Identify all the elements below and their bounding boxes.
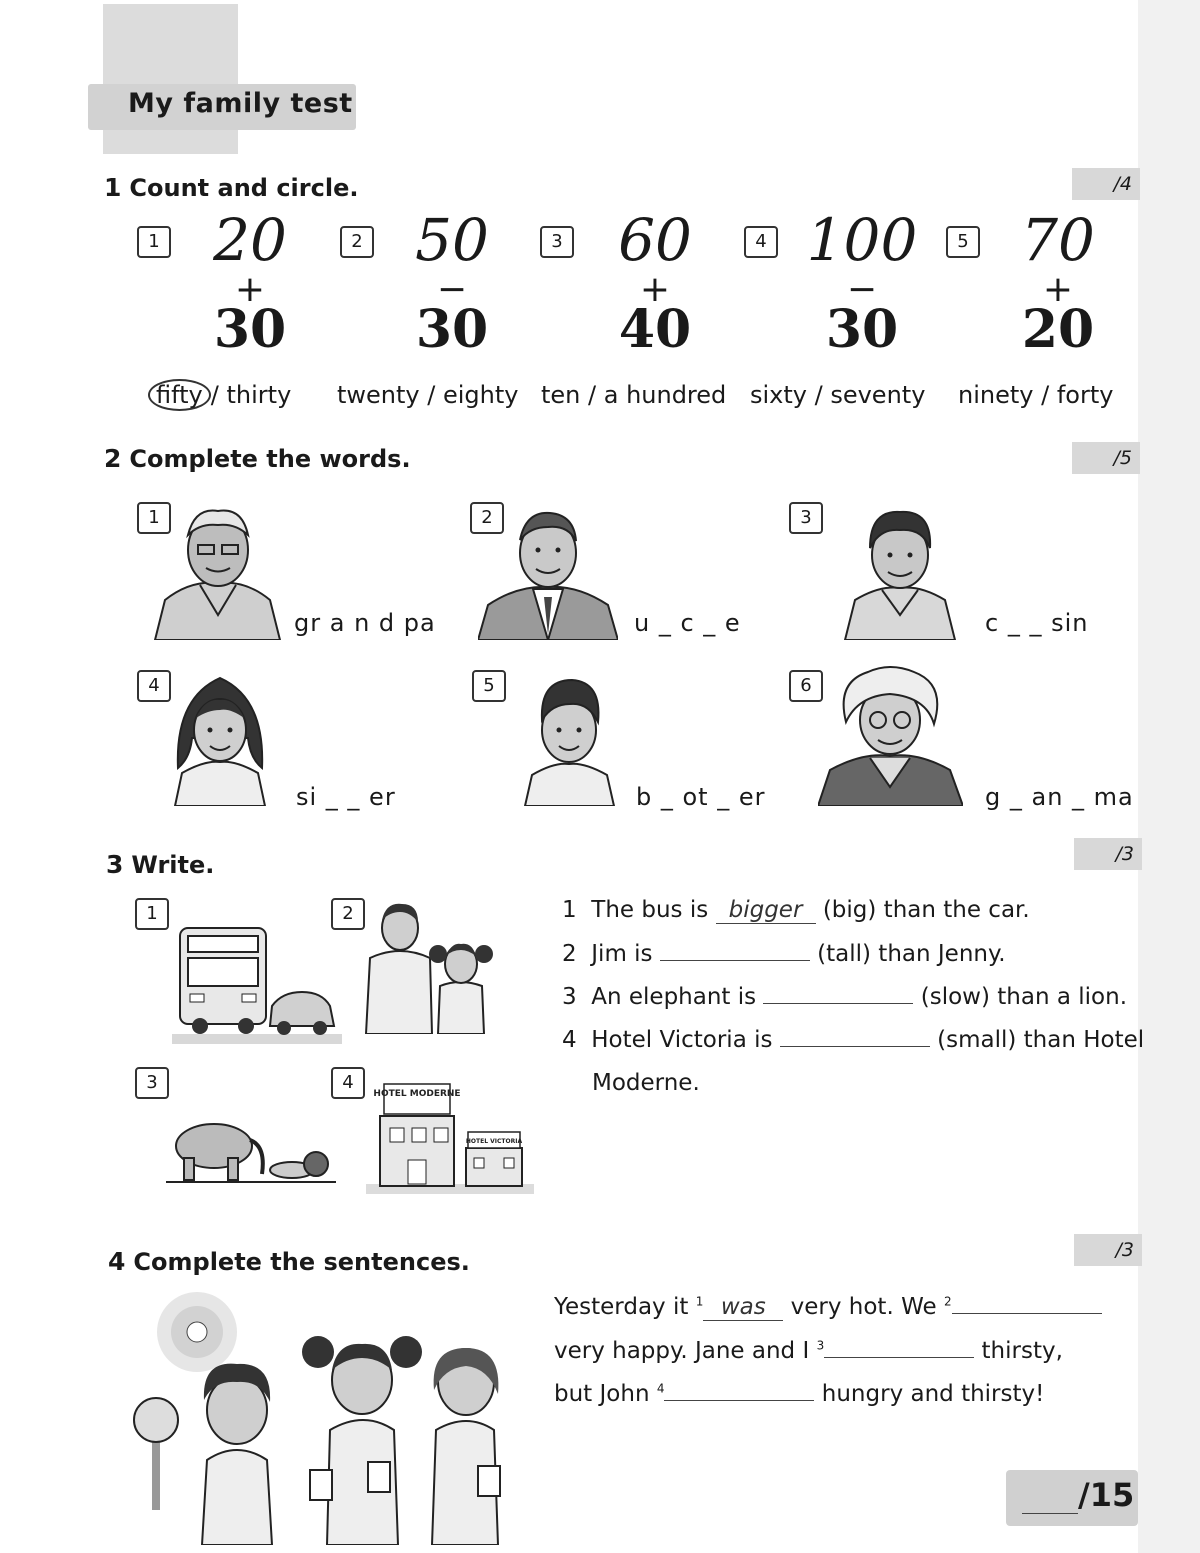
total-score-blank[interactable] [1022, 1485, 1078, 1514]
item-number-box: 5 [946, 226, 980, 258]
header-tab-background [103, 4, 238, 154]
section4-heading [108, 1247, 470, 1276]
jim-and-jenny-illustration [360, 898, 502, 1034]
word-cousin: c _ _ sin [985, 609, 1089, 637]
section2-number: 2 [104, 444, 122, 473]
sentence-4-continued: Moderne. [592, 1070, 700, 1096]
paragraph-line-3: but John $^4$ hungry and thirsty! [554, 1381, 1045, 1407]
section2-score: /5 [1072, 442, 1140, 474]
math-bottom-number: 20 [1021, 299, 1095, 360]
answer-blank-2[interactable] [660, 940, 810, 961]
item-number-box: 1 [137, 502, 171, 534]
circled-answer: fifty [148, 379, 211, 411]
choice-pair-3[interactable]: ten / a hundred [541, 381, 727, 409]
math-bottom-number: 30 [825, 299, 899, 360]
section1-number: 1 [104, 173, 122, 202]
word-brother: b _ ot _ er [636, 783, 766, 811]
uncle-illustration [478, 505, 618, 640]
section3-title: Write. [131, 851, 215, 879]
item-number-box: 2 [340, 226, 374, 258]
total-score: /15 [1022, 1476, 1134, 1514]
item-number-box: 1 [137, 226, 171, 258]
item-number-box: 2 [470, 502, 504, 534]
math-bottom-number: 30 [213, 299, 287, 360]
math-top-number: 70 [1021, 206, 1095, 274]
hotels-illustration [366, 1076, 534, 1194]
picture-number-box: 2 [331, 898, 365, 930]
sentence-4: 4 Hotel Victoria is (small) than Hotel [562, 1027, 1145, 1053]
math-top-number: 20 [213, 206, 287, 274]
sentence-3: 3 An elephant is (slow) than a lion. [562, 984, 1128, 1010]
math-operator: − [846, 269, 878, 310]
item-number-box: 4 [744, 226, 778, 258]
math-top-number: 50 [415, 206, 489, 274]
math-top-number: 100 [806, 206, 918, 274]
word-sister: si _ _ er [296, 783, 396, 811]
bus-and-car-illustration [172, 922, 344, 1044]
section2-title: Complete the words. [129, 445, 411, 473]
choice-pair-4[interactable]: sixty / seventy [750, 381, 926, 409]
hotel-moderne-sign: HOTEL MODERNE [373, 1089, 461, 1099]
section1-title: Count and circle. [129, 174, 359, 202]
item-number-box: 6 [789, 670, 823, 702]
math-bottom-number: 30 [415, 299, 489, 360]
item-number-box: 4 [137, 670, 171, 702]
picture-number-box: 3 [135, 1067, 169, 1099]
paragraph-line-2: very happy. Jane and I $^3$ thirsty, [554, 1338, 1063, 1364]
sentence-2: 2 Jim is (tall) than Jenny. [562, 941, 1006, 967]
section1-score: /4 [1072, 168, 1140, 200]
section4-score: /3 [1074, 1234, 1142, 1266]
answer-blank-4[interactable] [780, 1026, 930, 1047]
paragraph-blank-3[interactable] [824, 1337, 974, 1358]
children-drinking-illustration [132, 1290, 532, 1545]
section4-title: Complete the sentences. [133, 1248, 470, 1276]
choice-pair-1[interactable]: fifty / thirty [148, 381, 291, 409]
math-operator: − [436, 269, 468, 310]
word-grandpa: gr a n d pa [294, 609, 436, 637]
math-operator: + [234, 269, 266, 310]
sentence-1: 1 The bus is bigger (big) than the car. [562, 897, 1030, 923]
section3-number: 3 [106, 850, 124, 879]
item-number-box: 3 [540, 226, 574, 258]
choice-pair-2[interactable]: twenty / eighty [337, 381, 519, 409]
choice-pair-5[interactable]: ninety / forty [958, 381, 1114, 409]
grandpa-illustration [150, 505, 285, 640]
page-edge-strip [1138, 0, 1200, 1553]
paragraph-blank-2[interactable] [952, 1293, 1102, 1314]
section2-heading [104, 444, 411, 473]
math-operator: + [639, 269, 671, 310]
section1-heading [104, 173, 358, 202]
paragraph-blank-4[interactable] [664, 1380, 814, 1401]
answer-blank-3[interactable] [763, 983, 913, 1004]
grandma-illustration [818, 662, 963, 806]
item-number-box: 5 [472, 670, 506, 702]
math-operator: + [1042, 269, 1074, 310]
picture-number-box: 4 [331, 1067, 365, 1099]
hotel-victoria-sign: HOTEL VICTORIA [465, 1138, 523, 1145]
word-grandma: g _ an _ ma [985, 783, 1134, 811]
section3-score: /3 [1074, 838, 1142, 870]
item-number-box: 3 [789, 502, 823, 534]
word-uncle: u _ c _ e [634, 609, 741, 637]
elephant-and-lion-illustration [166, 1112, 338, 1184]
brother-illustration [522, 670, 617, 806]
page-title: My family test [128, 88, 353, 119]
section4-number: 4 [108, 1247, 126, 1276]
cousin-illustration [840, 500, 960, 640]
sister-illustration [170, 668, 270, 806]
paragraph-blank-1[interactable]: was [703, 1294, 783, 1321]
math-bottom-number: 40 [618, 299, 692, 360]
picture-number-box: 1 [135, 898, 169, 930]
paragraph-line-1: Yesterday it $^1$ was very hot. We $^2$ [554, 1293, 1102, 1321]
answer-blank-1[interactable]: bigger [716, 897, 816, 924]
math-top-number: 60 [618, 206, 692, 274]
section3-heading [106, 850, 214, 879]
